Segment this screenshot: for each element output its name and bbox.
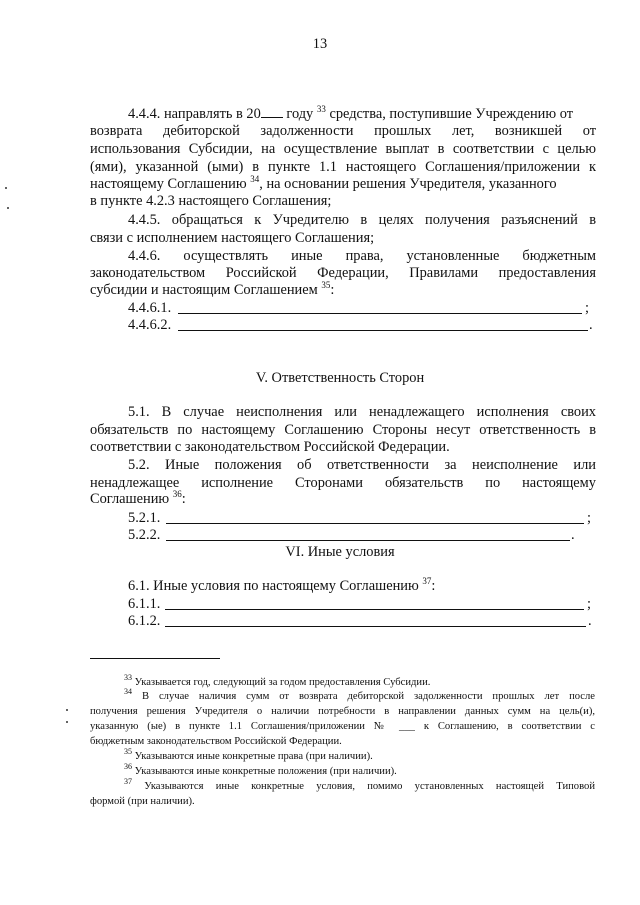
footnote-37-line-1 [124, 777, 595, 794]
paragraph-4-4-4-line-3: использования Субсидии, на осуществление выплат в соответствии с целью [90, 141, 596, 157]
item-5-2-1-label: 5.2.1. [128, 510, 161, 526]
text: Указываются иные конкретные права (при наличии). [132, 751, 373, 762]
text: году [282, 106, 317, 122]
text: настоящему Соглашению [90, 176, 251, 192]
item-6-1-2-end: . [588, 613, 592, 629]
footnote-33 [124, 673, 431, 690]
item-5-2-2-label: 5.2.2. [128, 527, 161, 543]
item-4-4-6-2-end: . [589, 317, 593, 333]
footnote-number: 34 [124, 687, 132, 696]
paragraph-5-2-line-2: ненадлежащее исполнение Сторонами обязательств по настоящему [90, 475, 596, 491]
footnote-34-line-1 [124, 687, 595, 704]
scan-speck [66, 709, 68, 711]
item-5-2-2-blank-line [166, 540, 570, 541]
section-6-title: VI. Иные условия [285, 544, 395, 560]
scan-speck [5, 187, 7, 189]
footnote-37-line-2: формой (при наличии). [90, 796, 195, 807]
footnote-ref-33: 33 [316, 104, 326, 114]
paragraph-4-4-4-line-2: возврата дебиторской задолженности прошлых лет, возникшей от [90, 123, 596, 139]
scan-speck [7, 207, 9, 209]
text: В случае наличия сумм от возврата дебиторской задолженности прошлых лет после [132, 691, 595, 702]
footnote-number: 36 [124, 762, 132, 771]
item-6-1-2-label: 6.1.2. [128, 613, 161, 629]
item-6-1-1-blank-line [165, 609, 584, 610]
paragraph-4-4-6-line-3 [90, 282, 334, 299]
footnote-number: 33 [124, 673, 132, 682]
paragraph-4-4-4-line-4: (ями), указанной (ыми) в пункте 1.1 настоящего Соглашения/приложении к [90, 159, 596, 175]
text: Указываются иные конкретные положения (при наличии). [132, 766, 397, 777]
text: средства, поступившие Учреждению от [325, 106, 574, 122]
paragraph-5-1-line-1: 5.1. В случае неисполнения или ненадлежащего исполнения своих [128, 404, 596, 420]
paragraph-4-4-5-line-2: связи с исполнением настоящего Соглашения; [90, 230, 375, 246]
text: 4.4.4. направлять в 20 [128, 106, 261, 122]
footnote-number: 35 [124, 747, 132, 756]
text: Указываются иные конкретные условия, помимо установленных настоящей Типовой [132, 781, 595, 792]
footnote-ref-35: 35 [321, 280, 331, 290]
item-5-2-2-end: . [571, 527, 575, 543]
paragraph-4-4-5-line-1: 4.4.5. обращаться к Учредителю в целях получения разъяснений в [128, 212, 596, 228]
item-4-4-6-1-label: 4.4.6.1. [128, 300, 172, 316]
text: : [330, 282, 335, 298]
footnote-ref-34: 34 [250, 174, 260, 184]
text: , на основании решения Учредителя, указанного [259, 176, 557, 192]
section-5-title: V. Ответственность Сторон [255, 370, 425, 386]
text: Указывается год, следующий за годом предоставления Субсидии. [132, 677, 431, 688]
item-4-4-6-2-label: 4.4.6.2. [128, 317, 172, 333]
paragraph-5-2-line-3 [90, 491, 186, 508]
item-4-4-6-2-blank-line [178, 330, 588, 331]
footnote-34-line-4: бюджетным законодательством Российской Федерации. [90, 736, 342, 747]
text: субсидии и настоящим Соглашением [90, 282, 322, 298]
item-6-1-1-end: ; [587, 596, 591, 612]
footnote-ref-36: 36 [172, 489, 182, 499]
item-6-1-1-label: 6.1.1. [128, 596, 161, 612]
paragraph-4-4-4-line-5 [90, 176, 557, 193]
scan-speck [66, 721, 68, 723]
text: 6.1. Иные условия по настоящему Соглашению [128, 578, 423, 594]
footnote-separator [90, 658, 220, 659]
item-4-4-6-1-end: ; [585, 300, 589, 316]
text: : [431, 578, 436, 594]
footnote-34-line-3: указанную (ые) в пункте 1.1 Соглашения/приложении № ___ к Соглашению, в соответствии с [90, 721, 595, 732]
year-blank [261, 105, 283, 118]
text: Соглашению [90, 491, 173, 507]
paragraph-6-1 [128, 578, 435, 595]
paragraph-5-1-line-2: обязательств по настоящему Соглашению Стороны несут ответственность в [90, 422, 596, 438]
paragraph-4-4-6-line-2: законодательством Российской Федерации, Правилами предоставления [90, 265, 596, 281]
footnote-36 [124, 762, 397, 779]
footnote-number: 37 [124, 777, 132, 786]
footnote-34-line-2: получения решения Учредителя о наличии потребности в направлении данных сумм на цель(и), [90, 706, 595, 717]
page-number: 13 [312, 36, 328, 52]
item-6-1-2-blank-line [165, 626, 586, 627]
item-5-2-1-end: ; [587, 510, 591, 526]
paragraph-5-1-line-3: соответствии с законодательством Российской Федерации. [90, 439, 450, 455]
item-4-4-6-1-blank-line [178, 313, 582, 314]
footnote-35 [124, 747, 373, 764]
paragraph-4-4-4-line-6: в пункте 4.2.3 настоящего Соглашения; [90, 193, 332, 209]
paragraph-4-4-4-line-1 [128, 105, 573, 123]
paragraph-5-2-line-1: 5.2. Иные положения об ответственности за неисполнение или [128, 457, 596, 473]
text: : [181, 491, 186, 507]
paragraph-4-4-6-line-1: 4.4.6. осуществлять иные права, установленные бюджетным [128, 248, 596, 264]
item-5-2-1-blank-line [166, 523, 584, 524]
footnote-ref-37: 37 [422, 576, 432, 586]
